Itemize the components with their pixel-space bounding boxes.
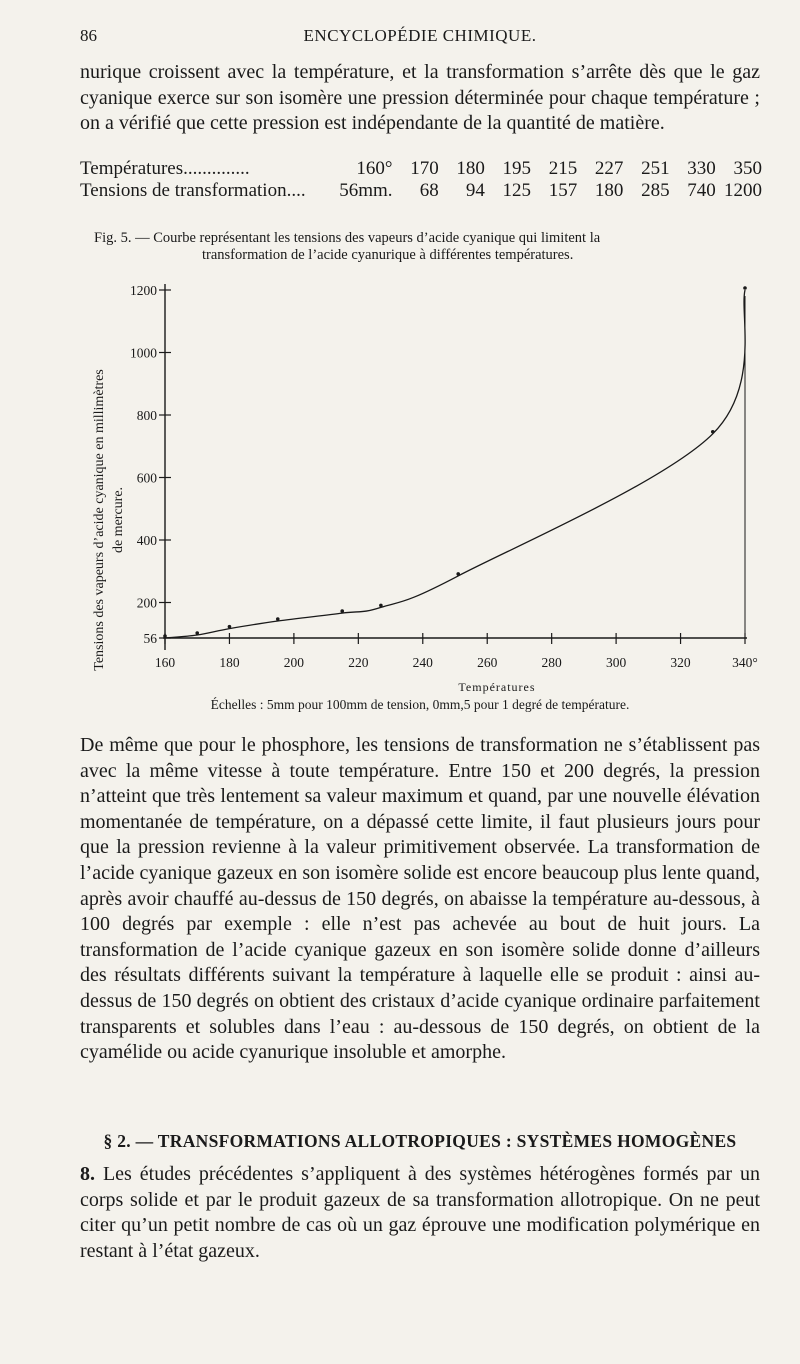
- table-cell: 94: [465, 180, 485, 201]
- y-axis-label-line: Tensions des vapeurs d’acide cyanique en millimètres: [92, 369, 107, 671]
- y-tick-label: 200: [136, 595, 157, 611]
- running-title: ENCYCLOPÉDIE CHIMIQUE.: [303, 26, 537, 45]
- page-number: 86: [80, 26, 97, 45]
- x-tick-label: 300: [605, 655, 627, 670]
- data-point: [195, 631, 199, 635]
- x-tick-label: 320: [670, 655, 691, 670]
- table-cell: 350: [733, 158, 762, 179]
- data-point: [711, 430, 715, 434]
- caption-line: transformation de l’acide cyanurique à différentes températures.: [202, 247, 574, 263]
- y-tick-label: 800: [136, 408, 157, 423]
- intro-paragraph: nurique croissent avec la température, et la transformation s’arrête dès que le gaz cyanique exerce sur son isomère une pression déterminée pour chaque température ; on a vérifié que cette pression est indépendante de la quantité de matière.: [80, 61, 760, 135]
- table-cell: 160°: [356, 158, 393, 179]
- body-paragraph: De même que pour le phosphore, les tensions de transformation ne s’établissent pas avec la même vitesse à toute température. Entre 150 et 200 degrés, la pression n’atteint que très lentement sa valeur maximum et quand, par une nouvelle élévation momentanée de température, on a dépassé cette limite, il faut plusieurs jours pour que la pression revienne à la valeur primitivement observée. La transformation de l’acide cyanique gazeux en son isomère solide est encore beaucoup plus lente quand, après avoir chauffé au-dessus de 150 degrés, on abaisse la température au-dessous, à 100 degrés par exemple : elle n’est pas achevée au bout de huit jours. La transformation de l’acide cyanique gazeux en son isomère solide donne d’ailleurs des résultats différents suivant la température à laquelle elle se produit : ainsi au-dessus de 150 degrés on obtient des cristaux d’acide cyanique ordinaire parfaitement transparents et solubles dans l’eau : au-dessous de 150 degrés, on obtient de la cyamélide ou acide cyanurique insoluble et amorphe.: [80, 734, 760, 1064]
- paragraph-number: 8.: [80, 1163, 95, 1185]
- table-cell: 125: [502, 180, 532, 201]
- x-tick-label: 180: [219, 655, 240, 670]
- table-cell: 56mm.: [339, 180, 393, 201]
- figure-caption: [80, 230, 760, 264]
- data-point: [276, 617, 280, 621]
- tension-curve: [165, 290, 745, 638]
- table-cell: 180: [456, 158, 485, 179]
- x-tick-label: 240: [412, 655, 433, 670]
- x-tick-label: 260: [477, 655, 498, 670]
- table-row: [80, 180, 762, 202]
- data-table: [80, 158, 762, 202]
- data-point: [340, 609, 344, 613]
- data-points: [163, 286, 747, 638]
- x-tick-label: 200: [283, 655, 305, 670]
- table-cell: 227: [594, 158, 624, 179]
- x-axis-label: Températures: [458, 680, 536, 694]
- paragraph-text: Les études précédentes s’appliquent à des systèmes hétérogènes formés par un corps solide et par le produit gazeux de sa transformation allotropique. On ne peut citer qu’un petit nombre de cas où un gaz éprouve une modification polymérique en restant à l’état gazeux.: [80, 1163, 761, 1262]
- data-point: [456, 572, 460, 576]
- data-point: [163, 634, 167, 638]
- table-cell: 68: [419, 180, 439, 201]
- x-tick-label: 160: [154, 655, 176, 670]
- table-cell: 170: [410, 158, 439, 179]
- data-point: [379, 604, 383, 608]
- data-point: [228, 625, 232, 629]
- x-tick-label: 340°: [732, 655, 758, 670]
- y-tick-label: 400: [136, 533, 157, 548]
- tension-chart: [80, 270, 760, 695]
- chart-axes: [163, 284, 747, 650]
- table-row: [80, 158, 762, 180]
- table-cell: 740: [687, 180, 716, 201]
- y-tick-label: 600: [136, 470, 157, 486]
- x-tick-label: 280: [541, 655, 562, 670]
- scales-note: Échelles : 5mm pour 100mm de tension, 0mm,5 pour 1 degré de température.: [210, 697, 630, 712]
- y-tick-label: 56: [143, 631, 157, 646]
- table-cell: 330: [687, 158, 716, 179]
- caption-line: Fig. 5. — Courbe représentant les tensions des vapeurs d’acide cyanique qui limitent la: [94, 230, 601, 246]
- section-paragraph: [80, 1162, 760, 1264]
- table-cell: 251: [641, 158, 670, 179]
- section-heading: § 2. — TRANSFORMATIONS ALLOTROPIQUES : SYSTÈMES HOMOGÈNES: [103, 1131, 737, 1151]
- table-cell: 157: [548, 180, 578, 201]
- page-header: [80, 26, 760, 50]
- row-label: Tensions de transformation....: [80, 180, 306, 201]
- y-tick-label: 1000: [130, 345, 157, 361]
- table-cell: 285: [641, 180, 670, 201]
- y-tick-label: 1200: [130, 283, 157, 298]
- y-axis-label: [92, 369, 126, 670]
- table-cell: 215: [548, 158, 578, 179]
- data-point: [743, 286, 747, 290]
- table-cell: 180: [594, 180, 624, 201]
- x-tick-label: 220: [348, 655, 369, 670]
- row-label: Températures..............: [80, 158, 250, 179]
- table-cell: 1200: [724, 180, 762, 201]
- table-cell: 195: [502, 158, 532, 179]
- y-axis-label-line: de mercure.: [111, 486, 126, 554]
